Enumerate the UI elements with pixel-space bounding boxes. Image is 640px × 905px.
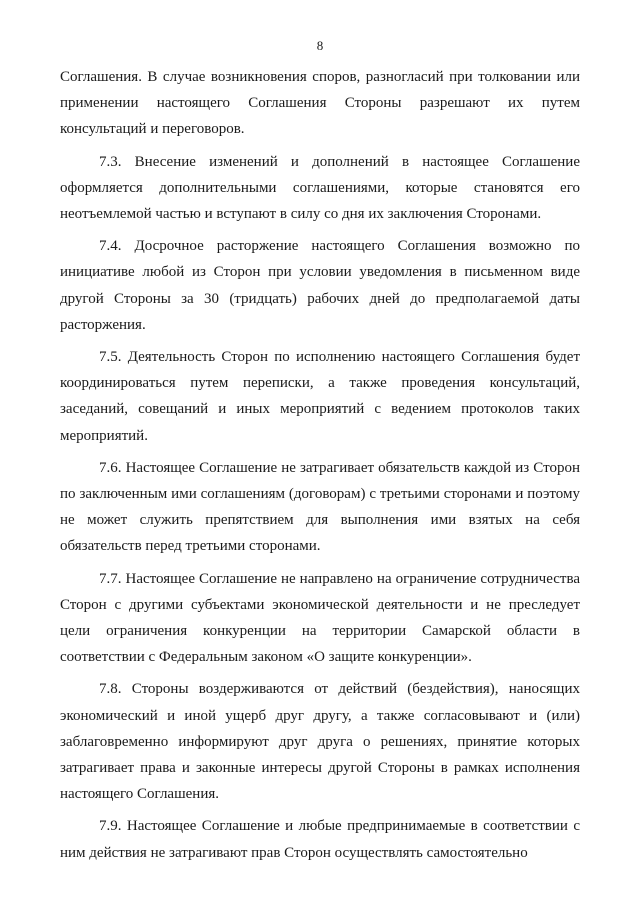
document-body (60, 64, 580, 866)
paragraph-7-7: 7.7. Настоящее Соглашение не направлено на ограничение сотрудничества Сторон с другими субъектами экономической деятельности и не преследует цели ограничения конкуренции на территории Самарской области в соответствии с Федеральным законом «О защите конкуренции». (60, 570, 580, 666)
paragraph-7-9: 7.9. Настоящее Соглашение и любые предпринимаемые в соответствии с ним действия не затрагивают прав Сторон осуществлять самостоятельно (60, 818, 580, 861)
paragraph-7-5: 7.5. Деятельность Сторон по исполнению настоящего Соглашения будет координироваться путем переписки, а также проведения консультаций, заседаний, совещаний и иных мероприятий с ведением протоколов таких мероприятий. (60, 349, 580, 444)
paragraph-continuation: Соглашения. В случае возникновения споров, разногласий при толковании или применении настоящего Соглашения Стороны разрешают их путем консультаций и переговоров. (60, 69, 580, 138)
paragraph-7-6: 7.6. Настоящее Соглашение не затрагивает обязательств каждой из Сторон по заключенным ими соглашениям (договорам) с третьими сторонами и поэтому не может служить препятствием для выполнения ими взятых на себя обязательств перед третьими сторонами. (60, 459, 580, 555)
paragraph-7-3: 7.3. Внесение изменений и дополнений в настоящее Соглашение оформляется дополнительными соглашениями, которые становятся его неотъемлемой частью и вступают в силу со дня их заключения Сторонами. (60, 153, 580, 223)
paragraph-7-8: 7.8. Стороны воздерживаются от действий (бездействия), наносящих экономический и иной ущерб друг другу, а также согласовывают и (или) заблаговременно информируют друг друга о решениях, принятие которых затрагивает права и законные интересы другой Стороны в рамках исполнения настоящего Соглашения. (60, 681, 580, 803)
paragraph-7-4: 7.4. Досрочное расторжение настоящего Соглашения возможно по инициативе любой из Сторон при условии уведомления в письменном виде другой Стороны за 30 (тридцать) рабочих дней до предполагаемой даты расторжения. (60, 238, 580, 333)
page-number: 8 (316, 38, 324, 53)
